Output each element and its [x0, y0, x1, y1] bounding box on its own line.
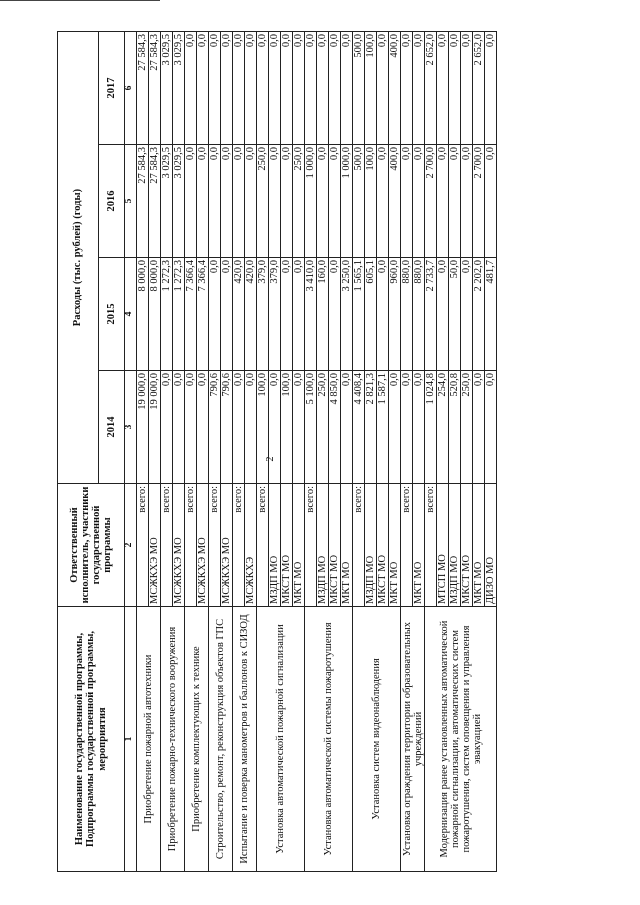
value-cell-2014: 790,6 [221, 371, 233, 484]
value-cell-2015: 0,0 [437, 258, 449, 371]
executor-cell: всего: [401, 484, 413, 607]
executor-cell: всего: [353, 484, 365, 607]
header-executor: Ответственный исполнитель, участники государственной программы [58, 484, 125, 607]
value-cell-2014: 2 821,3 [365, 371, 377, 484]
value-cell-2014: 790,6 [209, 371, 221, 484]
executor-cell: МСЖКХЭ [245, 484, 257, 607]
activity-name: Установка систем видеонаблюдения [353, 607, 401, 872]
value-cell-2015: 50,0 [449, 258, 461, 371]
table-body [137, 32, 497, 872]
table-row [401, 32, 413, 872]
value-cell-2017: 500,0 [353, 32, 365, 145]
executor-cell: МЗДП МО [317, 484, 329, 607]
executor-cell: МКТ МО [413, 484, 425, 607]
value-cell-2016: 250,0 [257, 145, 269, 258]
value-cell-2017: 0,0 [401, 32, 413, 145]
value-cell-2015: 0,0 [209, 258, 221, 371]
column-number: 1 [125, 607, 137, 872]
executor-cell: всего: [137, 484, 149, 607]
value-cell-2017: 400,0 [389, 32, 401, 145]
value-cell-2014: 0,0 [173, 371, 185, 484]
table-row [161, 32, 173, 872]
value-cell-2017: 27 584,3 [149, 32, 161, 145]
value-cell-2015: 0,0 [221, 258, 233, 371]
value-cell-2014: 250,0 [461, 371, 473, 484]
value-cell-2014: 0,0 [341, 371, 353, 484]
value-cell-2017: 3 029,5 [161, 32, 173, 145]
table-row [425, 32, 437, 872]
executor-cell: МКТ МО [341, 484, 353, 607]
activity-name: Установка автоматической системы пожаротушения [305, 607, 353, 872]
value-cell-2015: 379,0 [269, 258, 281, 371]
value-cell-2015: 2 733,7 [425, 258, 437, 371]
executor-cell: МКСТ МО [329, 484, 341, 607]
value-cell-2017: 27 584,3 [137, 32, 149, 145]
value-cell-2015: 3 410,0 [305, 258, 317, 371]
executor-cell: МЗДП МО [365, 484, 377, 607]
value-cell-2016: 0,0 [209, 145, 221, 258]
value-cell-2017: 0,0 [257, 32, 269, 145]
value-cell-2016: 0,0 [197, 145, 209, 258]
value-cell-2016: 0,0 [233, 145, 245, 258]
value-cell-2014: 0,0 [269, 371, 281, 484]
value-cell-2016: 27 584,3 [149, 145, 161, 258]
executor-cell: всего: [305, 484, 317, 607]
header-year-2016: 2016 [99, 145, 125, 258]
table-row [185, 32, 197, 872]
table-row [305, 32, 317, 872]
value-cell-2015: 8 000,0 [137, 258, 149, 371]
activity-name: Приобретение пожарно-технического вооружения [161, 607, 185, 872]
column-number: 3 [125, 371, 137, 484]
column-number: 2 [125, 484, 137, 607]
value-cell-2015: 0,0 [281, 258, 293, 371]
value-cell-2017: 0,0 [185, 32, 197, 145]
value-cell-2014: 0,0 [185, 371, 197, 484]
value-cell-2014: 0,0 [389, 371, 401, 484]
value-cell-2016: 0,0 [401, 145, 413, 258]
executor-cell: всего: [209, 484, 221, 607]
table-header [58, 32, 137, 872]
table-row [137, 32, 149, 872]
value-cell-2015: 0,0 [461, 258, 473, 371]
value-cell-2016: 100,0 [365, 145, 377, 258]
value-cell-2015: 7 366,4 [197, 258, 209, 371]
value-cell-2017: 0,0 [245, 32, 257, 145]
value-cell-2017: 0,0 [329, 32, 341, 145]
value-cell-2017: 100,0 [365, 32, 377, 145]
table-row [233, 32, 245, 872]
column-number: 5 [125, 145, 137, 258]
value-cell-2016: 3 029,5 [161, 145, 173, 258]
value-cell-2014: 520,8 [449, 371, 461, 484]
value-cell-2016: 1 000,0 [305, 145, 317, 258]
value-cell-2014: 1 587,1 [377, 371, 389, 484]
value-cell-2017: 0,0 [485, 32, 497, 145]
activity-name: Приобретение комплектующих к технике [185, 607, 209, 872]
value-cell-2017: 0,0 [461, 32, 473, 145]
executor-cell: МКТ МО [473, 484, 485, 607]
value-cell-2017: 0,0 [317, 32, 329, 145]
value-cell-2014: 0,0 [293, 371, 305, 484]
activity-name: Установка ограждения территории образовательных учреждений [401, 607, 425, 872]
value-cell-2014: 0,0 [473, 371, 485, 484]
header-year-2015: 2015 [99, 258, 125, 371]
value-cell-2015: 1 272,3 [173, 258, 185, 371]
value-cell-2014: 100,0 [281, 371, 293, 484]
value-cell-2015: 420,0 [245, 258, 257, 371]
table-row [353, 32, 365, 872]
value-cell-2014: 0,0 [233, 371, 245, 484]
page-number: 2 [265, 456, 276, 462]
value-cell-2016: 0,0 [413, 145, 425, 258]
value-cell-2015: 3 250,0 [341, 258, 353, 371]
value-cell-2016: 400,0 [389, 145, 401, 258]
executor-cell: МКСТ МО [281, 484, 293, 607]
value-cell-2017: 0,0 [413, 32, 425, 145]
header-year-2014: 2014 [99, 371, 125, 484]
value-cell-2014: 0,0 [161, 371, 173, 484]
executor-cell: МСЖКХЭ МО [221, 484, 233, 607]
value-cell-2016: 0,0 [281, 145, 293, 258]
value-cell-2016: 2 700,0 [425, 145, 437, 258]
value-cell-2015: 880,0 [413, 258, 425, 371]
value-cell-2015: 379,0 [257, 258, 269, 371]
value-cell-2016: 0,0 [245, 145, 257, 258]
value-cell-2016: 3 029,5 [173, 145, 185, 258]
value-cell-2014: 0,0 [485, 371, 497, 484]
value-cell-2017: 0,0 [221, 32, 233, 145]
value-cell-2016: 0,0 [185, 145, 197, 258]
rotated-table-area [57, 32, 587, 872]
value-cell-2015: 481,7 [485, 258, 497, 371]
executor-cell: МСЖКХЭ МО [149, 484, 161, 607]
value-cell-2017: 0,0 [305, 32, 317, 145]
value-cell-2016: 500,0 [353, 145, 365, 258]
value-cell-2016: 0,0 [437, 145, 449, 258]
value-cell-2014: 0,0 [245, 371, 257, 484]
executor-cell: МКСТ МО [377, 484, 389, 607]
value-cell-2015: 0,0 [329, 258, 341, 371]
column-number: 6 [125, 32, 137, 145]
value-cell-2017: 3 029,5 [173, 32, 185, 145]
executor-cell: МКТ МО [389, 484, 401, 607]
value-cell-2015: 960,0 [389, 258, 401, 371]
value-cell-2015: 0,0 [377, 258, 389, 371]
value-cell-2017: 0,0 [269, 32, 281, 145]
value-cell-2016: 0,0 [329, 145, 341, 258]
executor-cell: МКСТ МО [461, 484, 473, 607]
value-cell-2016: 2 700,0 [473, 145, 485, 258]
value-cell-2015: 1 272,3 [161, 258, 173, 371]
value-cell-2017: 0,0 [293, 32, 305, 145]
header-expenses: Расходы (тыс. рублей) (годы) [58, 32, 99, 484]
value-cell-2016: 0,0 [449, 145, 461, 258]
value-cell-2014: 254,0 [437, 371, 449, 484]
value-cell-2016: 0,0 [377, 145, 389, 258]
value-cell-2017: 0,0 [197, 32, 209, 145]
value-cell-2017: 0,0 [341, 32, 353, 145]
value-cell-2014: 250,0 [317, 371, 329, 484]
executor-cell: МСЖКХЭ МО [173, 484, 185, 607]
executor-cell: всего: [425, 484, 437, 607]
value-cell-2014: 5 100,0 [305, 371, 317, 484]
table-row [209, 32, 221, 872]
value-cell-2015: 0,0 [293, 258, 305, 371]
column-number: 4 [125, 258, 137, 371]
value-cell-2014: 0,0 [401, 371, 413, 484]
value-cell-2016: 0,0 [317, 145, 329, 258]
table-row [257, 32, 269, 872]
value-cell-2017: 0,0 [209, 32, 221, 145]
value-cell-2015: 7 366,4 [185, 258, 197, 371]
executor-cell: МКТ МО [293, 484, 305, 607]
activity-name: Установка автоматической пожарной сигнализации [257, 607, 305, 872]
value-cell-2017: 0,0 [449, 32, 461, 145]
value-cell-2015: 605,1 [365, 258, 377, 371]
value-cell-2014: 19 000,0 [137, 371, 149, 484]
value-cell-2015: 8 000,0 [149, 258, 161, 371]
value-cell-2017: 0,0 [377, 32, 389, 145]
value-cell-2015: 880,0 [401, 258, 413, 371]
activity-name: Испытание и поверка манометров и баллонов к СИЗОД [233, 607, 257, 872]
value-cell-2015: 420,0 [233, 258, 245, 371]
value-cell-2016: 0,0 [269, 145, 281, 258]
executor-cell: всего: [257, 484, 269, 607]
activity-name: Приобретение пожарной автотехники [137, 607, 161, 872]
value-cell-2017: 0,0 [281, 32, 293, 145]
executor-cell: МЗДП МО [269, 484, 281, 607]
executor-cell: МЗДП МО [449, 484, 461, 607]
value-cell-2014: 19 000,0 [149, 371, 161, 484]
activity-name: Модернизация ранее установленных автоматической пожарной сигнализации, автоматических систем пожаротушения, систем оповещения и управления эвакуацией [425, 607, 497, 872]
value-cell-2014: 4 850,0 [329, 371, 341, 484]
header-year-2017: 2017 [99, 32, 125, 145]
value-cell-2014: 1 024,8 [425, 371, 437, 484]
value-cell-2016: 0,0 [221, 145, 233, 258]
value-cell-2017: 2 652,0 [425, 32, 437, 145]
header-name: Наименование государственной программы, Подпрограммы государственной программы, мероприятия [58, 607, 125, 872]
value-cell-2017: 0,0 [233, 32, 245, 145]
expenses-table [57, 31, 497, 872]
executor-cell: ДИЗО МО [485, 484, 497, 607]
executor-cell: всего: [185, 484, 197, 607]
executor-cell: МТСП МО [437, 484, 449, 607]
executor-cell: всего: [233, 484, 245, 607]
executor-cell: МСЖКХЭ МО [197, 484, 209, 607]
value-cell-2015: 1 565,1 [353, 258, 365, 371]
value-cell-2017: 0,0 [437, 32, 449, 145]
value-cell-2016: 0,0 [485, 145, 497, 258]
value-cell-2014: 0,0 [197, 371, 209, 484]
value-cell-2017: 2 652,0 [473, 32, 485, 145]
activity-name: Строительство, ремонт, реконструкция объектов ГПС [209, 607, 233, 872]
value-cell-2015: 2 202,0 [473, 258, 485, 371]
executor-cell: всего: [161, 484, 173, 607]
value-cell-2016: 0,0 [461, 145, 473, 258]
value-cell-2014: 4 408,4 [353, 371, 365, 484]
value-cell-2014: 0,0 [413, 371, 425, 484]
value-cell-2015: 160,0 [317, 258, 329, 371]
value-cell-2016: 1 000,0 [341, 145, 353, 258]
value-cell-2016: 250,0 [293, 145, 305, 258]
value-cell-2016: 27 584,3 [137, 145, 149, 258]
top-rule [0, 0, 160, 1]
value-cell-2014: 100,0 [257, 371, 269, 484]
